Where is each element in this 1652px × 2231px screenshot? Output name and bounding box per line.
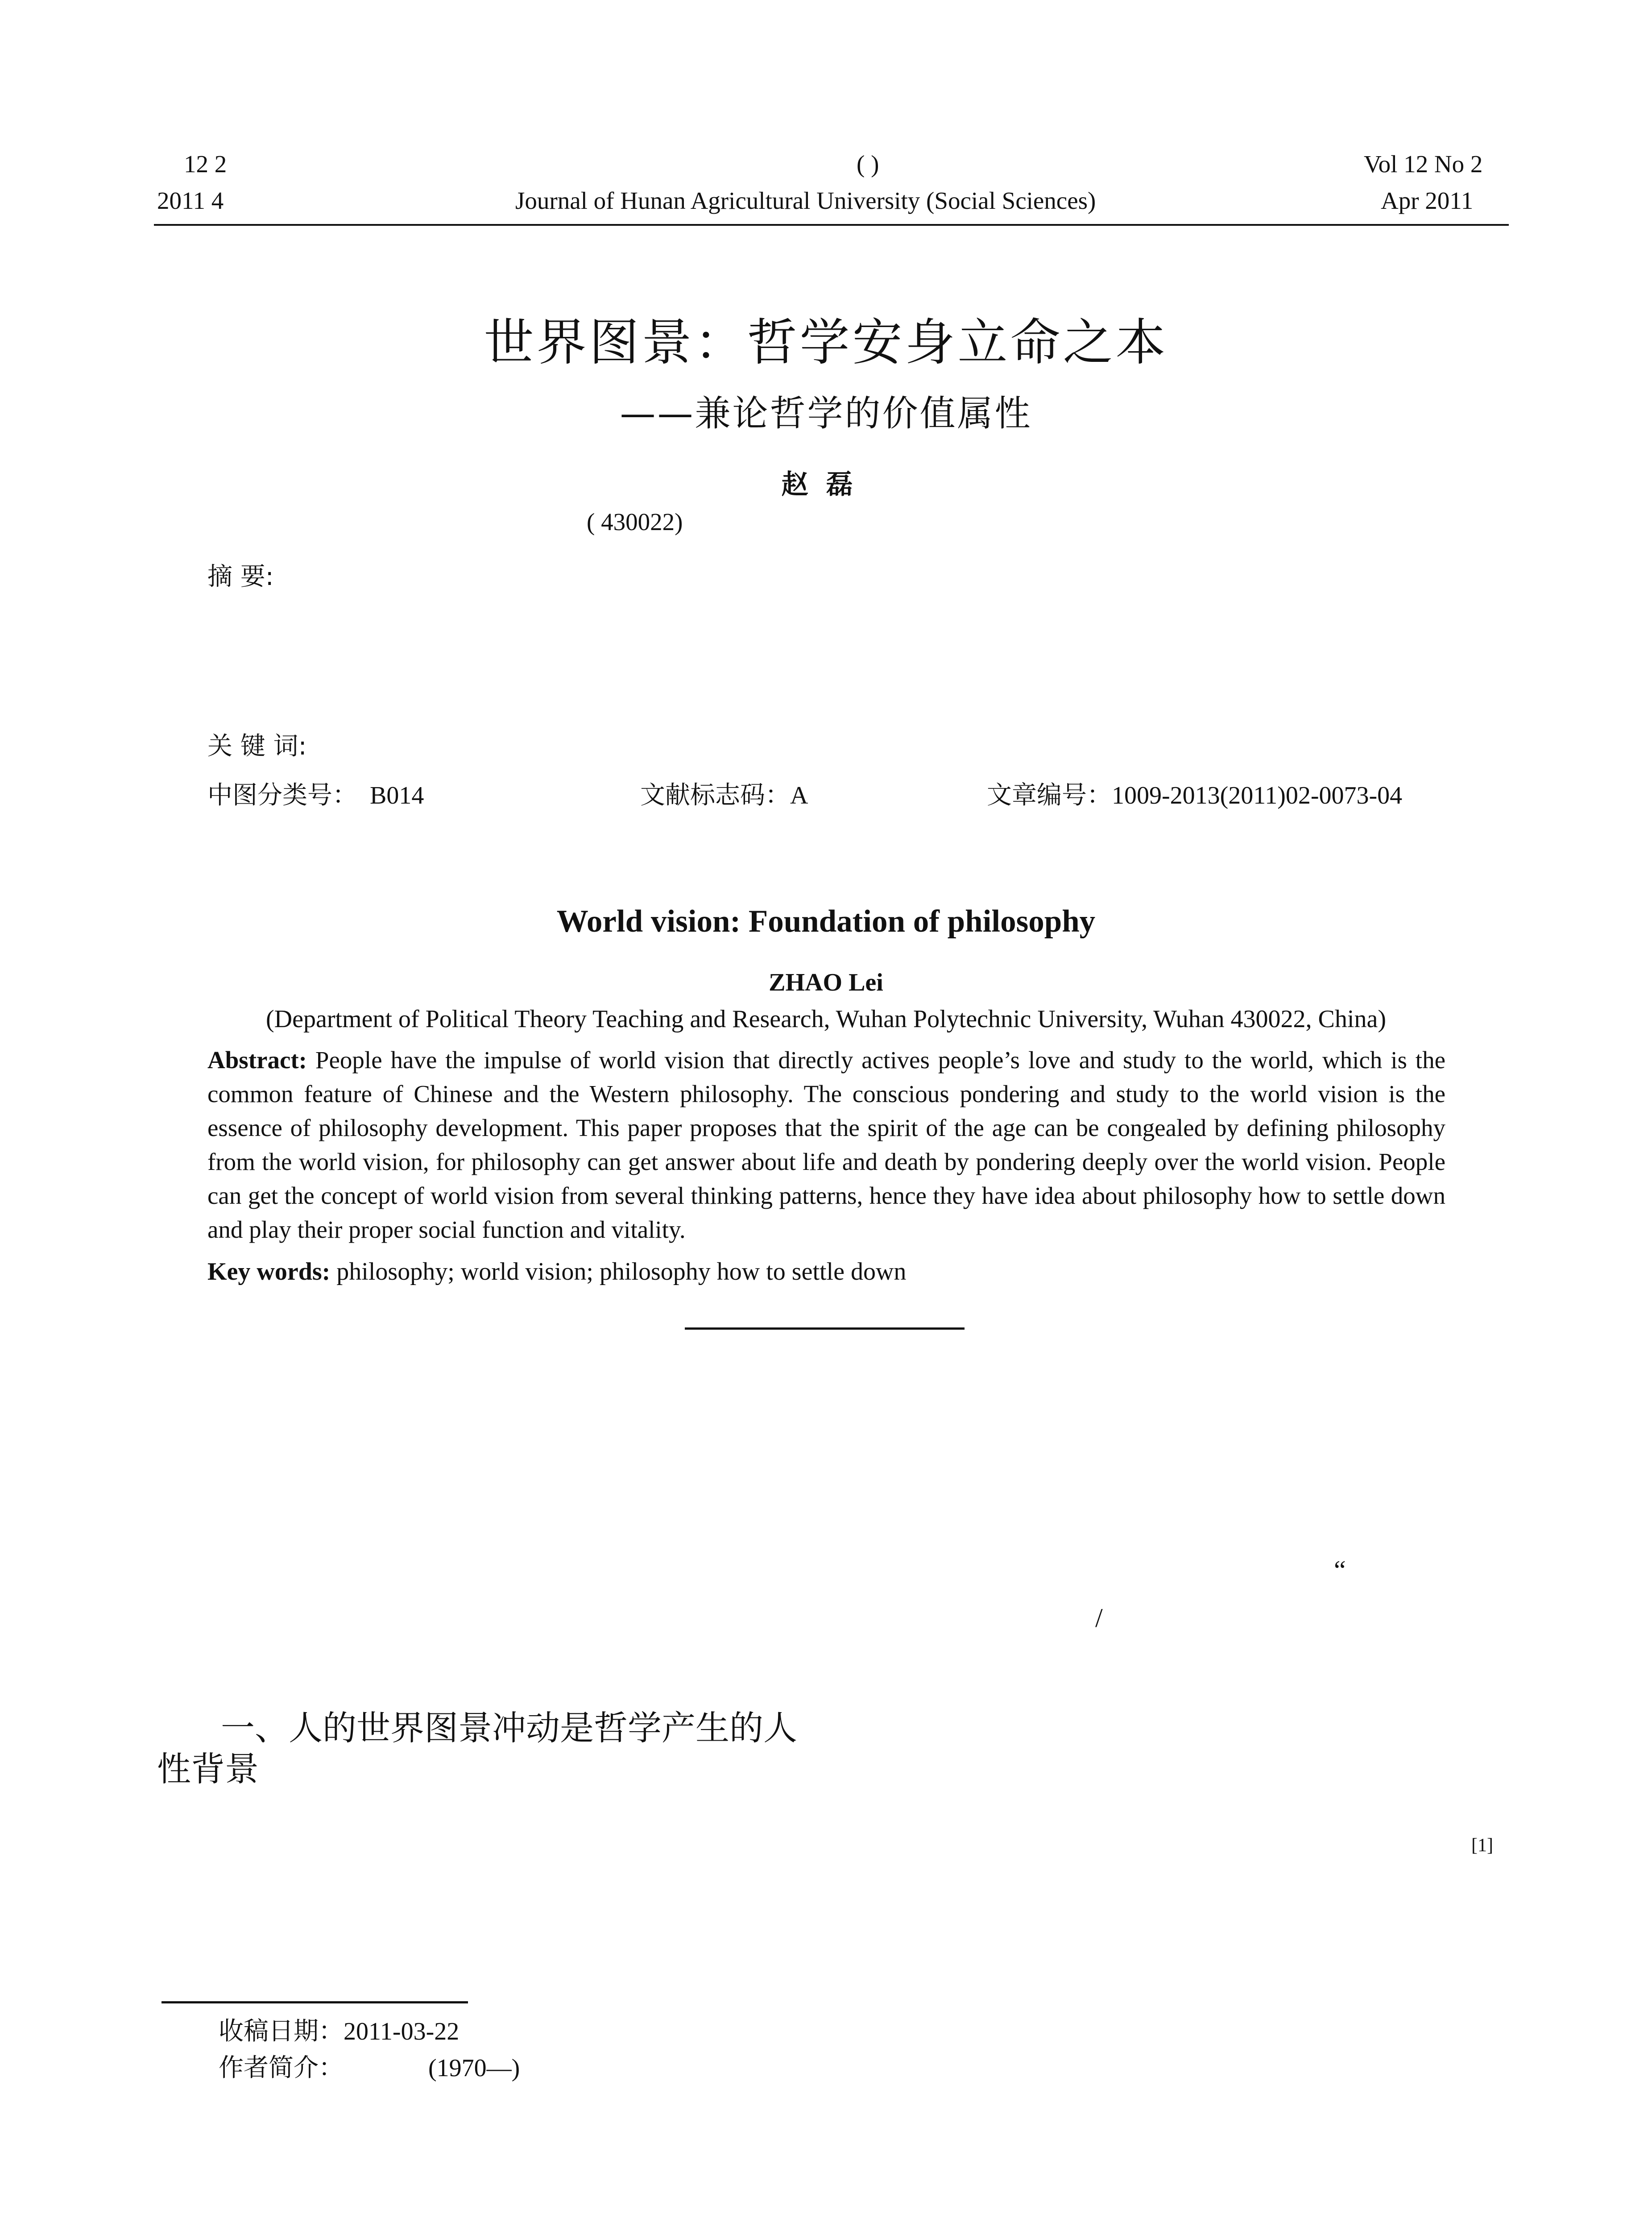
doc-label: 文献标志码： (640, 781, 790, 810)
header-date: Apr 2011 (1381, 187, 1474, 214)
header-journal-en: Journal of Hunan Agricultural University (Social Sciences) (515, 187, 1096, 214)
header-volume-issue: 12 2 (184, 150, 227, 178)
author-affiliation: ( 430022) (587, 508, 683, 535)
english-affiliation: (Department of Political Theory Teaching and Research, Wuhan Polytechnic University, Wuhan 430022, China) (266, 1005, 1386, 1033)
english-abstract-label: Abstract: (207, 1046, 307, 1074)
section-heading-line1: 一、人的世界图景冲动是哲学产生的人 (221, 1708, 797, 1748)
english-keywords-text: philosophy; world vision; philosophy how to settle down (336, 1258, 907, 1286)
bio-label: 作者简介： (219, 2053, 344, 2082)
author-name: 赵磊 (781, 469, 871, 500)
section-heading-line2: 性背景 (157, 1749, 259, 1789)
paper-title: 世界图景：哲学安身立命之本 (484, 314, 1168, 372)
author-bio (219, 2048, 520, 2084)
doc-value: A (790, 782, 808, 809)
received-value: 2011-03-22 (344, 2018, 460, 2045)
bio-value: (1970—) (428, 2054, 520, 2082)
english-abstract (207, 1043, 1445, 1247)
header-year-month: 2011 4 (157, 187, 224, 214)
quote-mark: “ (1334, 1555, 1346, 1585)
english-author: ZHAO Lei (769, 969, 883, 996)
abstract-separator-rule (685, 1327, 965, 1330)
abstract-label-cn: 摘 要: (207, 562, 274, 591)
header-rule (154, 224, 1509, 226)
article-value: 1009-2013(2011)02-0073-04 (1112, 782, 1403, 809)
english-keywords (207, 1257, 906, 1286)
header-journal-cn: ( ) (857, 150, 879, 178)
paper-subtitle: ——兼论哲学的价值属性 (620, 393, 1032, 434)
article-number (987, 775, 1402, 811)
english-keywords-label: Key words: (207, 1258, 331, 1286)
footnote-rule (161, 2001, 468, 2003)
keywords-label-cn: 关 键 词: (207, 732, 307, 761)
clc-number (207, 775, 424, 811)
clc-value: B014 (370, 782, 424, 809)
received-label: 收稿日期： (219, 2017, 344, 2046)
received-date (219, 2011, 459, 2047)
clc-label: 中图分类号： (207, 781, 357, 810)
article-label: 文章编号： (987, 781, 1112, 810)
document-code (640, 775, 808, 811)
english-abstract-text: People have the impulse of world vision that directly actives people’s love and study to the world, which is the common feature of Chinese and the Western philosophy. The conscious pondering and study to the world vision is the essence of philosophy development. This paper proposes that the spirit of the age can be congealed by defining philosophy from the world vision, for philosophy can get answer about life and death by pondering deeply over the world vision. People can get the concept of world vision from several thinking patterns, hence they have idea about philosophy how to settle down and play their proper social function and vitality. (207, 1046, 1446, 1243)
header-vol-no: Vol 12 No 2 (1364, 150, 1483, 178)
slash-mark: / (1095, 1603, 1103, 1633)
english-title: World vision: Foundation of philosophy (556, 904, 1096, 939)
citation-marker: [1] (1471, 1835, 1493, 1856)
